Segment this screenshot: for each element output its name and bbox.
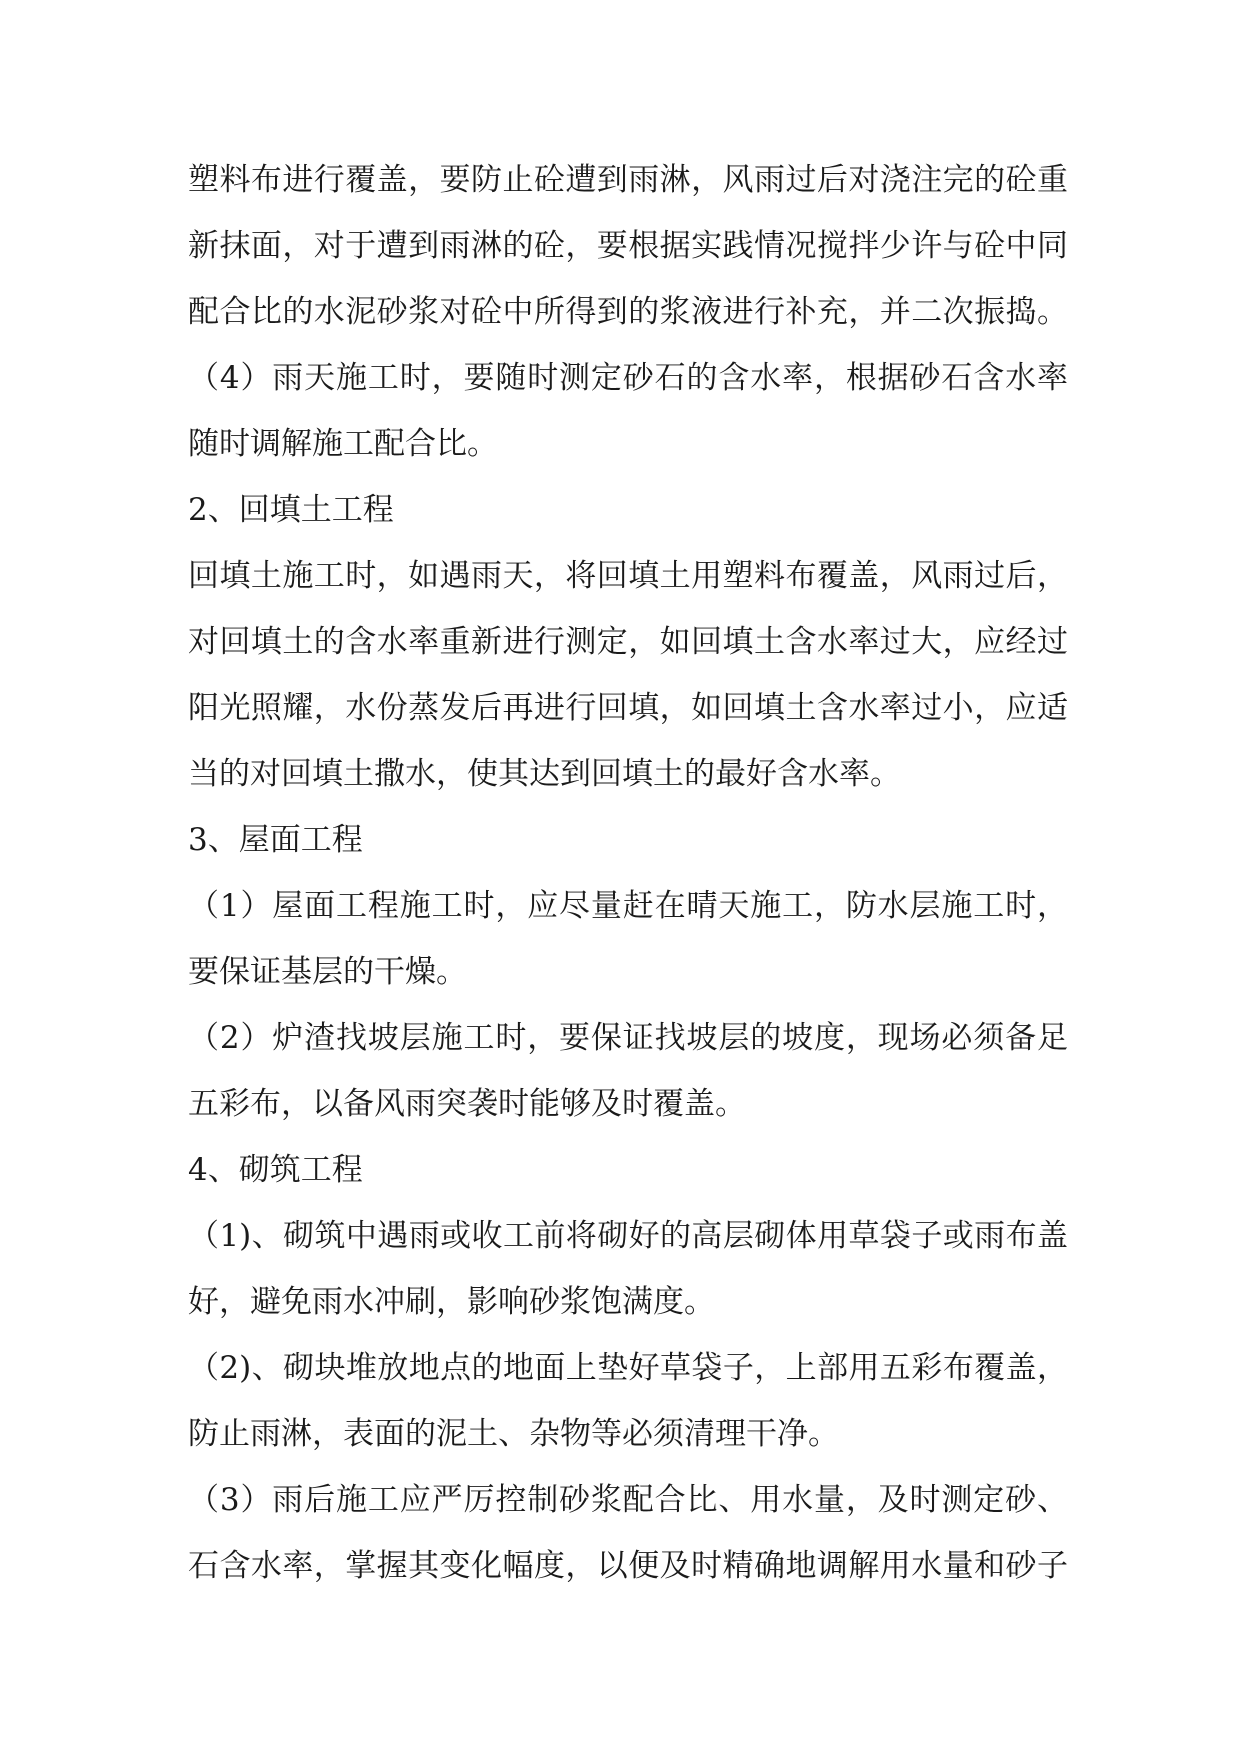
paragraph-line: 塑料布进行覆盖，要防止砼遭到雨淋，风雨过后对浇注完的砼重 [188,162,1068,198]
paragraph-line: （3）雨后施工应严厉控制砂浆配合比、用水量，及时测定砂、 [188,1482,1068,1518]
paragraph-line: （2）炉渣找坡层施工时，要保证找坡层的坡度，现场必须备足 [188,1020,1068,1056]
paragraph-line: 配合比的水泥砂浆对砼中所得到的浆液进行补充，并二次振捣。 [188,294,1068,330]
paragraph-line: 好，避免雨水冲刷，影响砂浆饱满度。 [188,1284,715,1320]
paragraph-line: （4）雨天施工时，要随时测定砂石的含水率，根据砂石含水率 [188,360,1068,396]
paragraph-line: 五彩布，以备风雨突袭时能够及时覆盖。 [188,1086,746,1122]
paragraph-line: 对回填土的含水率重新进行测定，如回填土含水率过大，应经过 [188,624,1068,660]
section-heading: 4、砌筑工程 [188,1152,363,1188]
section-heading: 3、屋面工程 [188,822,363,858]
paragraph-line: 防止雨淋，表面的泥土、杂物等必须清理干净。 [188,1416,839,1452]
paragraph-line: 新抹面，对于遭到雨淋的砼，要根据实践情况搅拌少许与砼中同 [188,228,1068,264]
paragraph-line: 阳光照耀，水份蒸发后再进行回填，如回填土含水率过小，应适 [188,690,1068,726]
paragraph-line: （1）屋面工程施工时，应尽量赶在晴天施工，防水层施工时， [188,888,1068,924]
paragraph-line: 当的对回填土撒水，使其达到回填土的最好含水率。 [188,756,901,792]
section-heading: 2、回填土工程 [188,492,394,528]
paragraph-line: 回填土施工时，如遇雨天，将回填土用塑料布覆盖，风雨过后， [188,558,1068,594]
paragraph-line: 石含水率，掌握其变化幅度，以便及时精确地调解用水量和砂子 [188,1548,1068,1584]
paragraph-line: （1)、砌筑中遇雨或收工前将砌好的高层砌体用草袋子或雨布盖 [188,1218,1068,1254]
paragraph-line: （2)、砌块堆放地点的地面上垫好草袋子，上部用五彩布覆盖， [188,1350,1068,1386]
paragraph-line: 要保证基层的干燥。 [188,954,467,990]
paragraph-line: 随时调解施工配合比。 [188,426,498,462]
